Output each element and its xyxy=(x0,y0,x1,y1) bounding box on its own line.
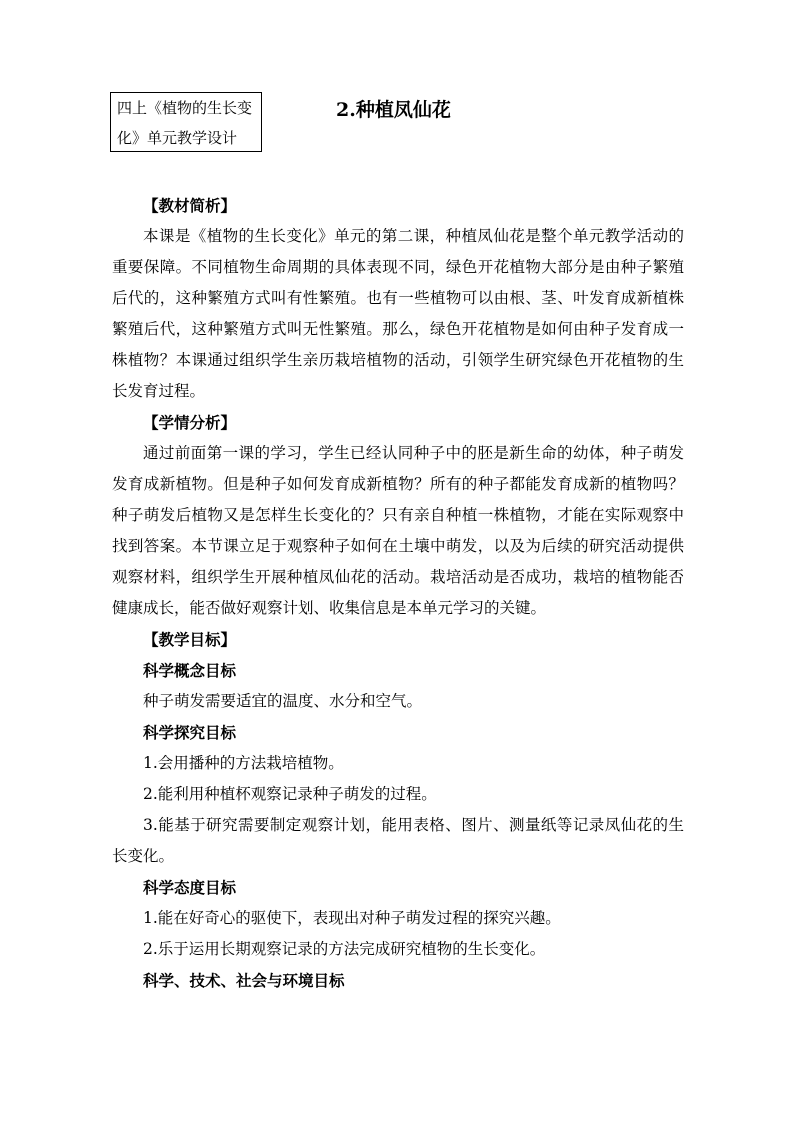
student-analysis-heading: 【学情分析】 xyxy=(143,413,237,432)
unit-label: 四上《植物的生长变化》单元教学设计 xyxy=(117,99,253,147)
inquiry-goal-title: 科学探究目标 xyxy=(143,723,237,742)
unit-label-box xyxy=(110,92,262,152)
attitude-goal-item: 1.能在好奇心的驱使下，表现出对种子萌发过程的探究兴趣。 xyxy=(143,909,561,927)
teaching-goals-heading: 【教学目标】 xyxy=(143,630,237,649)
concept-goal-item: 种子萌发需要适宜的温度、水分和空气。 xyxy=(143,692,423,710)
material-analysis-heading: 【教材简析】 xyxy=(143,196,237,215)
inquiry-goal-item: 2.能利用种植杯观察记录种子萌发的过程。 xyxy=(143,785,437,803)
inquiry-goal-item: 3.能基于研究需要制定观察计划，能用表格、图片、测量纸等记录凤仙花的生长变化。 xyxy=(112,816,684,865)
document-body xyxy=(112,190,684,996)
attitude-goal-title: 科学态度目标 xyxy=(143,878,237,897)
concept-goal-title: 科学概念目标 xyxy=(143,661,237,680)
attitude-goal-item: 2.乐于运用长期观察记录的方法完成研究植物的生长变化。 xyxy=(143,940,546,958)
sts-goal-title: 科学、技术、社会与环境目标 xyxy=(143,971,345,990)
inquiry-goal-item: 1.会用播种的方法栽培植物。 xyxy=(143,754,344,772)
student-analysis-text: 通过前面第一课的学习，学生已经认同种子中的胚是新生命的幼体，种子萌发发育成新植物。但是种子如何发育成新植物？所有的种子都能发育成新的植物吗？种子萌发后植物又是怎样生长变化的？只有亲自种植一株植物，才能在实际观察中找到答案。本节课立足于观察种子如何在土壤中萌发，以及为后续的研究活动提供观察材料，组织学生开展种植凤仙花的活动。栽培活动是否成功，栽培的植物能否健康成长，能否做好观察计划、收集信息是本单元学习的关键。 xyxy=(112,444,684,617)
material-analysis-text: 本课是《植物的生长变化》单元的第二课，种植凤仙花是整个单元教学活动的重要保障。不同植物生命周期的具体表现不同，绿色开花植物大部分是由种子繁殖后代的，这种繁殖方式叫有性繁殖。也有一些植物可以由根、茎、叶发育成新植株繁殖后代，这种繁殖方式叫无性繁殖。那么，绿色开花植物是如何由种子发育成一株植物？本课通过组织学生亲历栽培植物的活动，引领学生研究绿色开花植物的生长发育过程。 xyxy=(112,227,684,400)
lesson-title: 2.种植凤仙花 xyxy=(336,99,451,121)
